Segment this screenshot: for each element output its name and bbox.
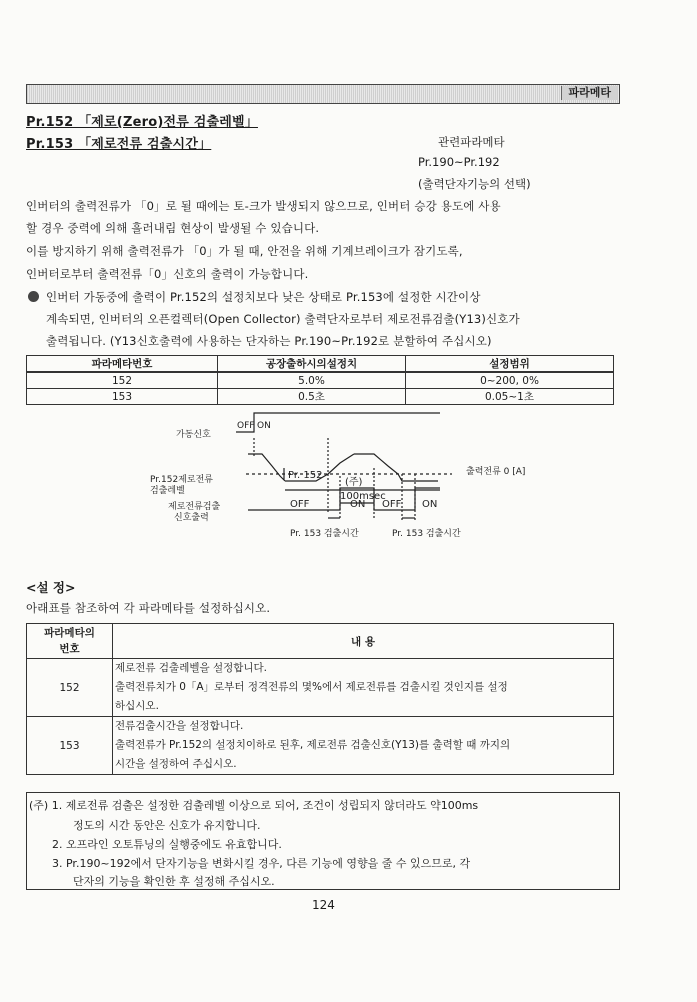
settings-header-number-line-2: 번호: [59, 643, 80, 655]
settings-table-header: [27, 624, 614, 659]
settings-row-number: 152: [27, 659, 113, 717]
param-table-header-cell: 설정범위: [406, 356, 614, 373]
table-cell: 153: [27, 389, 218, 405]
detect-on-label-1: ON: [350, 499, 366, 510]
output-current-trace-1: [248, 454, 285, 481]
table-row: [27, 659, 614, 717]
settings-header-number: [27, 624, 113, 659]
note-line-4: 3. Pr.190~192에서 단자기능을 변화시킬 경우, 다른 기능에 영향을 줄 수 있으므로, 각: [52, 857, 471, 870]
bullet-line-3: 출력됩니다. (Y13신호출력에 사용하는 단자하는 Pr.190~Pr.192로 분할하여 주십시오): [46, 334, 492, 348]
level-label-1: Pr.152제로전류: [150, 475, 213, 485]
settings-row-line: 출력전류치가 0「A」로부터 정격전류의 몇%에서 제로전류를 검출시킬 것인지를 설정: [115, 681, 508, 693]
detect-label-1: 제로전류검출: [168, 502, 221, 512]
settings-row-line: 하십시오.: [115, 700, 159, 712]
param-table: [26, 355, 614, 405]
delay-label: 100msec: [340, 491, 386, 502]
output-current-label: 출력전류 0 [A]: [466, 467, 526, 477]
table-row: [27, 389, 614, 405]
title-pr152: Pr.152 「제로(Zero)전류 검출레벨」: [26, 115, 258, 130]
bullet-line-2: 계속되면, 인버터의 오픈컬렉터(Open Collector) 출력단자로부터 제로전류검출(Y13)신호가: [46, 312, 520, 326]
run-on-label: ON: [257, 421, 271, 431]
table-row: [27, 372, 614, 389]
settings-table: [26, 623, 614, 775]
intro-line-1: 인버터의 출력전류가 「0」로 될 때에는 토-크가 발생되지 않으므로, 인버터 승강 용도에 사용: [26, 199, 501, 213]
note-line-1: (주) 1. 제로전류 검출은 설정한 검출레벨 이상으로 되어, 조건이 성립되지 않더라도 약100ms: [29, 799, 479, 812]
related-range: Pr.190~Pr.192: [418, 155, 500, 169]
param-table-header: [27, 356, 614, 373]
settings-header-content: 내 용: [113, 624, 614, 659]
detect-off-label: OFF: [290, 499, 310, 510]
pr153-caption-1: Pr. 153 검출시간: [290, 529, 359, 539]
settings-row-line: 전류검출시간을 설정합니다.: [115, 720, 244, 732]
section-label: 파라메타: [561, 86, 617, 100]
settings-row-line: 시간을 설정하여 주십시오.: [115, 758, 237, 770]
table-cell: 0.05~1초: [406, 389, 614, 405]
related-desc: (출력단자기능의 선택): [418, 177, 531, 191]
settings-row-content: [113, 717, 614, 775]
notes-box: [26, 792, 620, 890]
detect-on-label-2: ON: [422, 499, 438, 510]
detect-off-label-2: OFF: [382, 499, 402, 510]
settings-header-number-line-1: 파라메타의: [44, 627, 95, 639]
related-heading: 관련파라메타: [438, 135, 505, 149]
table-cell: 0~200, 0%: [406, 372, 614, 389]
settings-heading: <설 정>: [26, 580, 76, 595]
section-header-bar: [26, 84, 620, 104]
table-cell: 0.5초: [218, 389, 406, 405]
pr152-marker: Pr. 152: [288, 470, 323, 481]
table-cell: 5.0%: [218, 372, 406, 389]
detect-label-2: 신호출력: [174, 513, 209, 523]
note-line-2: 정도의 시간 동안은 신호가 유지합니다.: [73, 819, 261, 832]
settings-row-number: 153: [27, 717, 113, 775]
intro-line-3: 이를 방지하기 위해 출력전류가 「0」가 될 때, 안전을 위해 기계브레이크가 잠기도록,: [26, 244, 463, 258]
settings-instruction: 아래표를 참조하여 각 파라메타를 설정하십시오.: [26, 601, 271, 615]
intro-line-4: 인버터로부터 출력전류「0」신호의 출력이 가능합니다.: [26, 267, 309, 281]
title-pr153: Pr.153 「제로전류 검출시간」: [26, 137, 212, 152]
table-cell: 152: [27, 372, 218, 389]
table-row: [27, 717, 614, 775]
note-marker: (주): [345, 477, 363, 488]
settings-row-content: [113, 659, 614, 717]
note-line-5: 단자의 기능을 확인한 후 설정해 주십시오.: [73, 875, 275, 888]
run-off-label: OFF: [237, 421, 255, 431]
settings-row-line: 제로전류 검출레벨을 설정합니다.: [115, 662, 268, 674]
bullet-dot-icon: [28, 291, 39, 302]
bullet-line-1: 인버터 가동중에 출력이 Pr.152의 설정치보다 낮은 상태로 Pr.153에 설정한 시간이상: [46, 290, 481, 304]
settings-row-line: 출력전류가 Pr.152의 설정치이하로 된후, 제로전류 검출신호(Y13)를 출력할 때 까지의: [115, 739, 511, 751]
run-signal-label: 가동신호: [176, 430, 211, 440]
level-label-2: 검출레벨: [150, 486, 185, 496]
page-number: 124: [312, 898, 335, 912]
param-table-header-cell: 공장출하시의설정치: [218, 356, 406, 373]
timing-diagram: [140, 408, 560, 548]
note-line-3: 2. 오프라인 오토튜닝의 실행중에도 유효합니다.: [52, 838, 282, 851]
intro-line-2: 할 경우 중력에 의해 흘러내림 현상이 발생될 수 있습니다.: [26, 221, 320, 235]
output-current-trace-3: [354, 454, 438, 481]
param-table-header-cell: 파라메타번호: [27, 356, 218, 373]
pr153-caption-2: Pr. 153 검출시간: [392, 529, 461, 539]
